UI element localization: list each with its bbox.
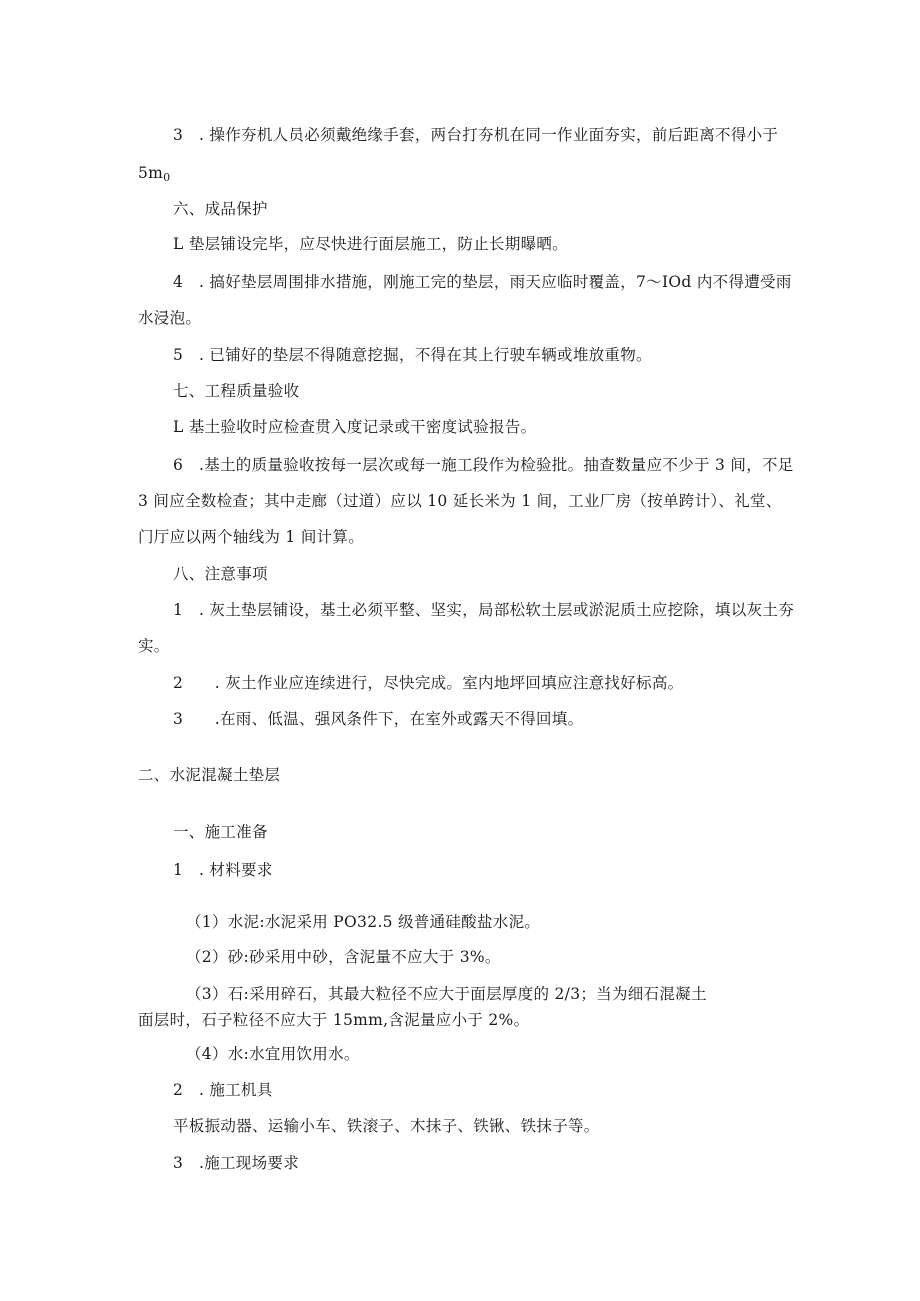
section-heading-preparation: 一、施工准备 — [173, 823, 268, 841]
paragraph-1-lime-soil: 1 . 灰土垫层铺设，基土必须平整、坚实，局部松软土层或淤泥质土应挖除，填以灰土夯 — [173, 601, 795, 619]
paragraph-2-continuous-work: 2 . 灰土作业应连续进行，尽快完成。室内地坪回填应注意找好标高。 — [173, 674, 684, 692]
subheading-equipment: 2 . 施工机具 — [173, 1081, 273, 1099]
item-cement: （1）水泥:水泥采用 PO32.5 级普通硅酸盐水泥。 — [186, 913, 541, 931]
item-water: （4）水:水宜用饮用水。 — [186, 1045, 360, 1063]
paragraph-4-drainage: 4 . 搞好垫层周围排水措施，刚施工完的垫层，雨天应临时覆盖，7～IOd 内不得遭受雨 — [173, 273, 792, 291]
paragraph-3-weather: 3 .在雨、低温、强风条件下，在室外或露天不得回填。 — [173, 710, 584, 728]
paragraph-5-no-digging: 5 . 已铺好的垫层不得随意挖掘，不得在其上行驶车辆或堆放重物。 — [173, 346, 652, 364]
paragraph-6-continuation-1: 3 间应全数检查；其中走廊（过道）应以 10 延长米为 1 间，工业厂房（按单跨计）、礼堂、 — [138, 492, 782, 510]
item-sand: （2）砂:砂采用中砂，含泥量不应大于 3%。 — [186, 948, 501, 966]
item-stone: （3）石:采用碎石，其最大粒径不应大于面层厚度的 2/3；当为细石混凝土 — [186, 985, 707, 1003]
subheading-material-requirements: 1 . 材料要求 — [173, 861, 273, 879]
item-stone-continuation: 面层时，石子粒径不应大于 15mm,含泥量应小于 2%。 — [138, 1011, 530, 1029]
chapter-heading-concrete-cushion: 二、水泥混凝土垫层 — [138, 766, 281, 784]
subheading-site-requirements: 3 .施工现场要求 — [173, 1154, 299, 1172]
distance-value: 5m — [138, 164, 164, 182]
paragraph-4-continuation: 水浸泡。 — [138, 309, 202, 327]
paragraph-1-continuation: 实。 — [138, 637, 170, 655]
section-heading-quality-acceptance: 七、工程质量验收 — [173, 382, 300, 400]
section-heading-product-protection: 六、成品保护 — [173, 200, 268, 218]
paragraph-l-cushion-finished: L 垫层铺设完毕，应尽快进行面层施工，防止长期曝晒。 — [173, 235, 569, 253]
paragraph-6-continuation-2: 门厅应以两个轴线为 1 间计算。 — [138, 528, 365, 546]
section-heading-precautions: 八、注意事项 — [173, 565, 268, 583]
paragraph-6-inspection-lot: 6 .基土的质量验收按每一层次或每一施工段作为检验批。抽查数量应不少于 3 间，不足 — [173, 456, 794, 474]
equipment-list: 平板振动器、运输小车、铁滚子、木抹子、铁锹、铁抹子等。 — [173, 1117, 600, 1135]
paragraph-l-base-soil-acceptance: L 基土验收时应检查贯入度记录或干密度试验报告。 — [173, 418, 537, 436]
paragraph-3-tamper-safety: 3 . 操作夯机人员必须戴绝缘手套，两台打夯机在同一作业面夯实，前后距离不得小于 — [173, 126, 779, 144]
paragraph-3-continuation — [138, 163, 170, 188]
distance-subscript: 0 — [163, 171, 171, 184]
